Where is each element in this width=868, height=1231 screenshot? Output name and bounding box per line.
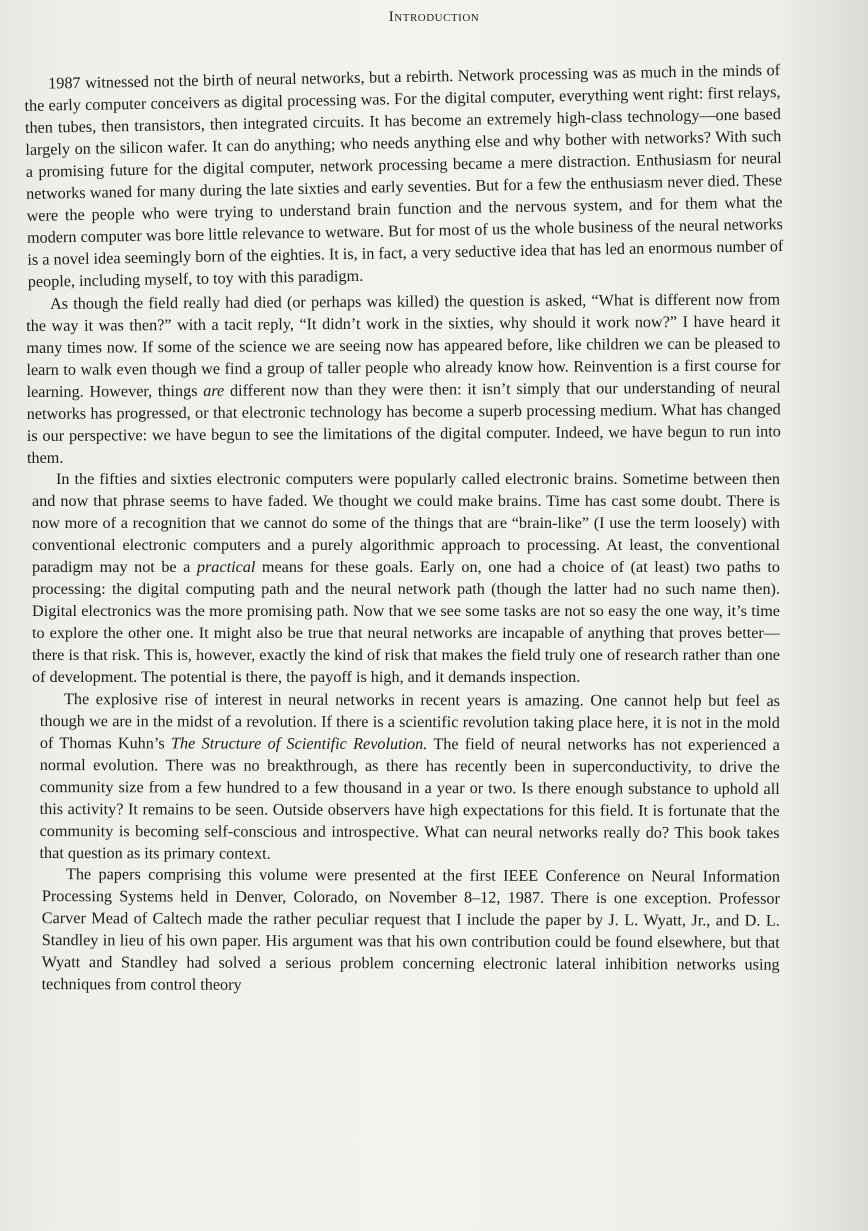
paragraph — [22, 60, 784, 293]
paragraph-text: different now than they were then: it isn’t simply that our understanding of neural networks has progressed, or that electronic technology has become a superb processing medium. What has changed is our perspective: we have begun to see the limitations of the digital computer. Indeed, we have begun to run into them. — [26, 377, 781, 467]
paragraph-text: The papers comprising this volume were presented at the first IEEE Conference on Neural Information Processing Systems held in Denver, Colorado, on November 8–12, 1987. There is one exception. Professor Carver Mead of Caltech made the rather peculiar request that I include the paper by J. L. Wyatt, Jr., and D. L. Standley in lieu of his own paper. His argument was that his own contribution could be found elsewhere, but that Wyatt and Standley had solved a serious problem concerning electronic lateral inhibition networks using techniques from control theory — [41, 865, 780, 994]
chapter-heading: Introduction — [388, 9, 480, 25]
book-title: The Structure of Scientific Revolution. — [170, 733, 428, 753]
paragraph-text: 1987 witnessed not the birth of neural networks, but a rebirth. Network processing was as much in the minds of the early computer conceivers as digital processing was. For the digital computer, everything went right: first relays, then tubes, then transistors, then integrated circuits. It has become an extremely high-class technology—one based largely on the silicon wafer. It can do anything; who needs anything else and why bother with networks? With such a promising future for the digital computer, network processing became a mere distraction. Enthusiasm for neural networks waned for many during the late sixties and early seventies. But for a few the enthusiasm never died. These were the people who were trying to understand brain function and the nervous system, and for them what the modern computer was bore little relevance to wetware. But for most of us the whole business of the neural networks is a novel idea seemingly born of the eighties. It is, in fact, a very seductive idea that has led an enormous number of people, including myself, to toy with this paradigm. — [24, 61, 784, 291]
introduction-body — [22, 61, 784, 996]
paragraph — [22, 469, 780, 689]
paragraph-text: In the fifties and sixties electronic computers were popularly called electronic brains. Sometime between then and now that phrase seems to have faded. We thought we could make brains. Time has cast some doubt. There is now more of a recognition that we cannot do some of the things that are “brain-like” (I use the term loosely) with conventional electronic computers and a purely algorithmic approach to processing. At least, the conventional paradigm may not be a — [32, 470, 780, 576]
paragraph-text: The field of neural networks has not experienced a normal evolution. There was no breakthrough, as there has recently been in superconductivity, to drive the community size from a few hundred to a few thousand in a year or two. Is there enough substance to uphold all this activity? It remains to be seen. Outside observers have high expectations for this field. It is fortunate that the community is becoming self-conscious and introspective. What can neural networks really do? This book takes that question as its primary context. — [39, 734, 780, 863]
paragraph-text: The explosive rise of interest in neural networks in recent years is amazing. One cannot help but feel as though we are in the midst of a revolution. If there is a scientific revolution taking place here, it is not in the mold of Thomas Kuhn’s — [39, 689, 780, 752]
paragraph-text: As though the field really had died (or perhaps was killed) the question is asked, “What is different now from the way it was then?” with a tacit reply, “It didn’t work in the sixties, why should it work now?” I have heard it many times now. If some of the science we are seeing now has appeared before, like children we can be pleased to learn to walk even though we find a group of taller people who already know how. Reinvention is a first course for learning. However, things — [26, 289, 781, 401]
paragraph — [22, 689, 780, 867]
emphasis-text: practical — [196, 557, 256, 576]
paragraph — [22, 864, 780, 998]
paragraph — [22, 289, 781, 469]
emphasis-text: are — [203, 381, 225, 400]
paragraph-text: means for these goals. Early on, one had a choice of (at least) two paths to processing: the digital computing path and the neural network path (though the latter had no such name then). Digital electronics was the more promising path. Now that we see some tasks are not so easy the one way, it’s time to explore the other one. It might also be true that neural networks are incapable of anything that proves better—there is that risk. This is, however, exactly the kind of risk that makes the field truly one of research rather than one of development. The potential is there, the payoff is high, and it demands inspection. — [32, 557, 780, 686]
